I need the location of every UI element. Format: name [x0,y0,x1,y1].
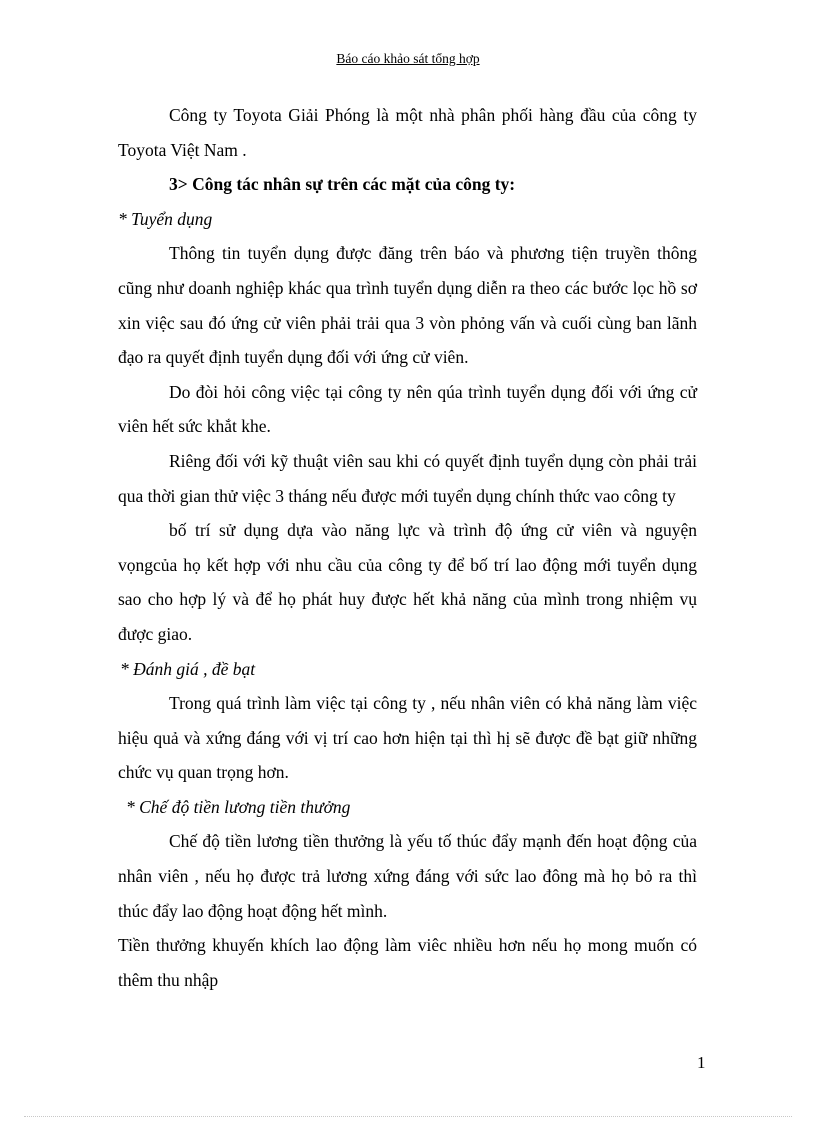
document-body [118,98,697,997]
paragraph-technician-probation: Riêng đối với kỹ thuật viên sau khi có quyết định tuyển dụng còn phải trải qua thời gian thử việc 3 tháng nếu được mới tuyển dụng chính thức vao công ty [118,450,697,506]
page-number: 1 [697,1053,706,1072]
paragraph-evaluation: Trong quá trình làm việc tại công ty , nếu nhân viên có khả năng làm việc hiệu quả và xứng đáng với vị trí cao hơn hiện tại thì hị sẽ được đề bạt giữ những chức vụ quan trọng hơn. [118,693,697,783]
subheading-recruitment: * Tuyển dụng [118,208,213,229]
paragraph-bonus-incentive: Tiền thưởng khuyến khích lao động làm viêc nhiều hơn nếu họ mong muốn có thêm thu nhập [118,935,697,990]
page-header: Báo cáo khảo sát tổng hợp [336,51,480,66]
paragraph-intro: Công ty Toyota Giải Phóng là một nhà phân phối hàng đầu của công ty Toyota Việt Nam . [118,105,697,160]
paragraph-staff-allocation: bố trí sử dụng dựa vào năng lực và trình độ ứng cử viên và nguyện vọngcủa họ kết hợp với nhu cầu của công ty để bố trí lao động mới tuyển dụng sao cho hợp lý và để họ phát huy được hết khả năng của mình trong nhiệm vụ được giao. [118,520,697,644]
paragraph-recruitment-strict: Do đòi hỏi công việc tại công ty nên qúa trình tuyển dụng đối với ứng cử viên hết sức khắt khe. [118,381,697,437]
subheading-evaluation: * Đánh giá , đề bạt [120,658,256,679]
section-heading: 3> Công tác nhân sự trên các mặt của công ty: [169,174,516,195]
subheading-salary-bonus: * Chế độ tiền lương tiền thưởng [126,796,351,817]
paragraph-recruitment-info: Thông tin tuyển dụng được đăng trên báo và phương tiện truyền thông cũng như doanh nghiệp khác qua trình tuyển dụng diễn ra theo các bước lọc hồ sơ xin việc sau đó ứng cử viên phải trải qua 3 vòn phỏng vấn và cuối cùng ban lãnh đạo ra quyết định tuyển dụng đối với ứng cử viên. [118,243,697,368]
paragraph-salary-bonus: Chế độ tiền lương tiền thưởng là yếu tố thúc đẩy mạnh đến hoạt động của nhân viên , nếu họ được trả lương xứng đáng với sức lao đông mà họ bỏ ra thì thúc đẩy lao động hoạt động hết mình. [118,831,697,921]
page-footer-divider [24,1116,792,1117]
